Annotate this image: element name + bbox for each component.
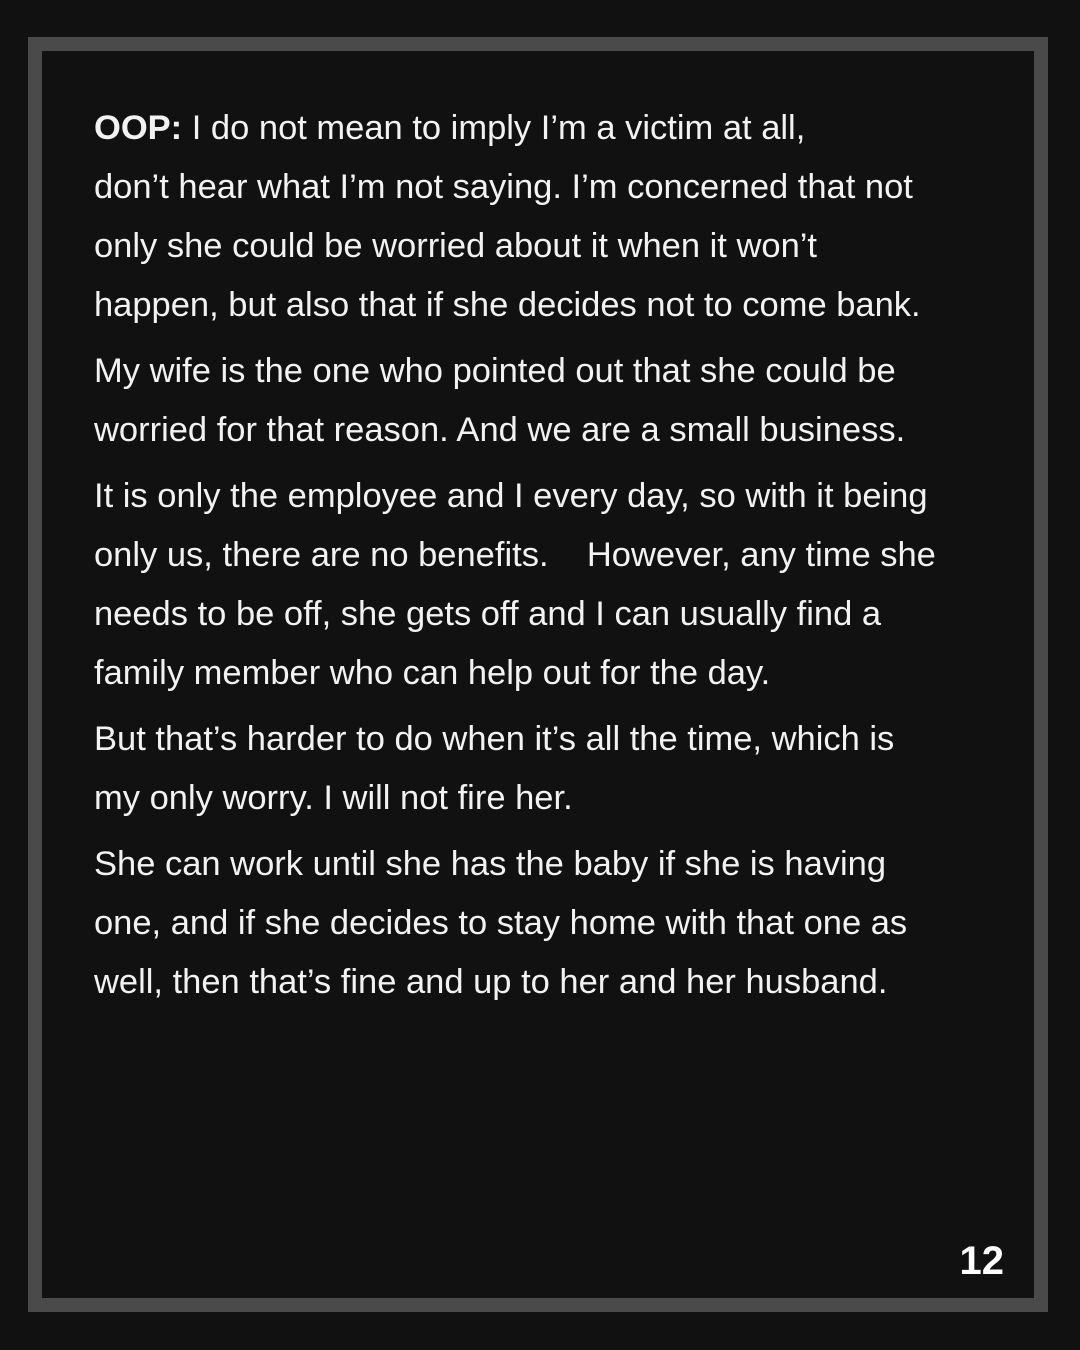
text-line: It is only the employee and I every day, so with it being — [94, 477, 928, 515]
text-line: needs to be off, she gets off and I can usually find a — [94, 595, 882, 633]
text-line: one, and if she decides to stay home with that one as — [94, 904, 908, 942]
paragraph-3 — [94, 467, 1024, 703]
text-line: My wife is the one who pointed out that she could be — [94, 352, 896, 390]
post-text — [94, 99, 1024, 1019]
paragraph-1 — [94, 99, 1024, 335]
paragraph-2 — [94, 342, 1024, 460]
text-line: worried for that reason. And we are a small business. — [94, 411, 906, 449]
content-frame — [28, 37, 1048, 1312]
text-line: family member who can help out for the day. — [94, 654, 771, 692]
paragraph-4 — [94, 710, 1024, 828]
text-line — [94, 99, 1024, 158]
paragraph-5 — [94, 835, 1024, 1012]
text-line: only she could be worried about it when it won’t — [94, 227, 818, 265]
text-line: only us, there are no benefits. However, any time she — [94, 536, 936, 574]
text-line: don’t hear what I’m not saying. I’m concerned that not — [94, 168, 913, 206]
text-line: well, then that’s fine and up to her and her husband. — [94, 963, 888, 1001]
page-number: 12 — [959, 1239, 1004, 1283]
text-line: She can work until she has the baby if she is having — [94, 845, 887, 883]
oop-label: OOP: — [94, 109, 183, 147]
text-line: happen, but also that if she decides not to come bank. — [94, 286, 921, 324]
text-line-1a: I do not mean to imply I’m a victim at all, — [182, 109, 806, 147]
text-line: But that’s harder to do when it’s all the time, which is — [94, 720, 895, 758]
text-line: my only worry. I will not fire her. — [94, 779, 573, 817]
